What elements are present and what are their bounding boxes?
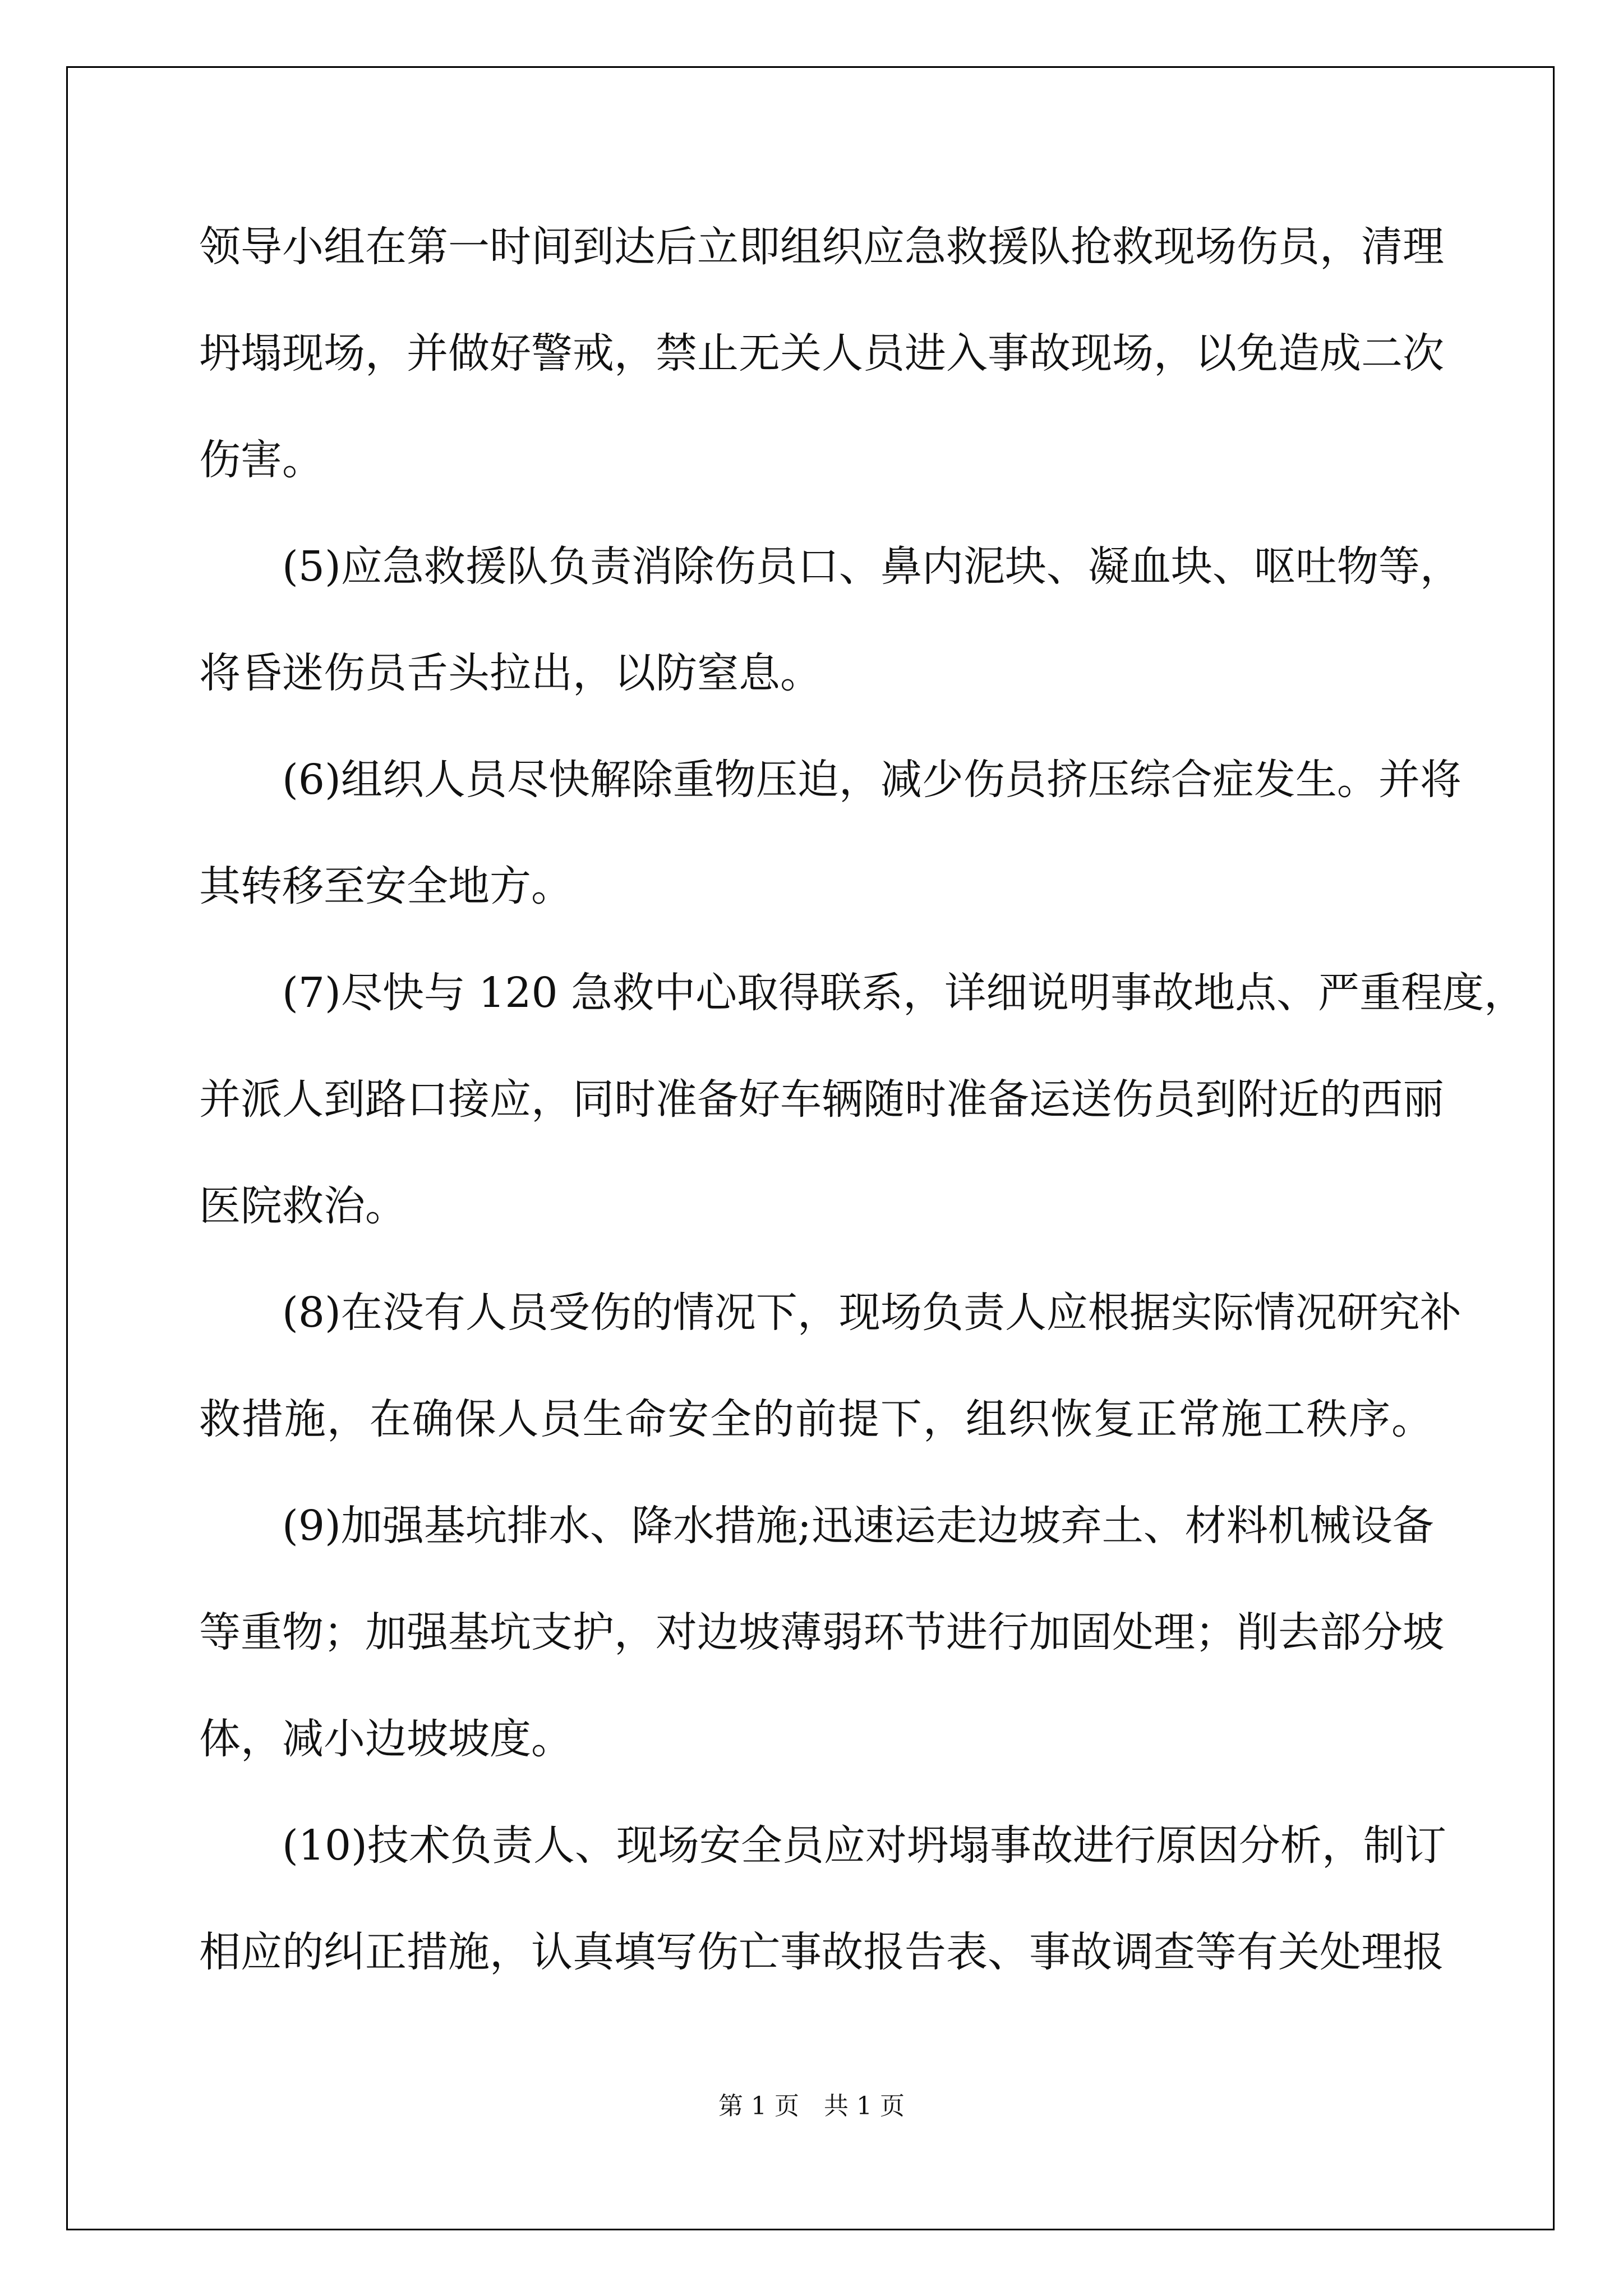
body-text-line: 领导小组在第一时间到达后立即组织应急救援队抢救现场伤员，清理 bbox=[199, 223, 1444, 271]
page-border bbox=[66, 66, 1555, 2230]
body-text-line: (5)应急救援队负责消除伤员口、鼻内泥块、凝血块、呕吐物等， bbox=[199, 542, 1461, 591]
body-text-line: (6)组织人员尽快解除重物压迫，减少伤员挤压综合症发生。并将 bbox=[199, 756, 1461, 804]
body-text-line: 伤害。 bbox=[199, 436, 324, 484]
body-text-line: (10)技术负责人、现场安全员应对坍塌事故进行原因分析，制订 bbox=[199, 1821, 1446, 1870]
body-text-line: (9)加强基坑排水、降水措施;迅速运走边坡弃土、材料机械设备 bbox=[199, 1502, 1434, 1550]
body-text-line: 体，减小边坡坡度。 bbox=[199, 1715, 573, 1763]
body-text-line: 坍塌现场，并做好警戒，禁止无关人员进入事故现场，以免造成二次 bbox=[199, 329, 1444, 378]
body-text-line: 医院救治。 bbox=[199, 1182, 407, 1230]
body-text-line: 并派人到路口接应，同时准备好车辆随时准备运送伤员到附近的西丽 bbox=[199, 1075, 1444, 1124]
body-text-line: 将昏迷伤员舌头拉出，以防窒息。 bbox=[199, 649, 822, 697]
body-text-line: 其转移至安全地方。 bbox=[199, 862, 573, 910]
body-text-line: 等重物；加强基坑支护，对边坡薄弱环节进行加固处理；削去部分坡 bbox=[199, 1608, 1444, 1657]
body-text-line: (8)在没有人员受伤的情况下，现场负责人应根据实际情况研究补 bbox=[199, 1289, 1461, 1337]
body-text-line: (7)尽快与 120 急救中心取得联系，详细说明事故地点、严重程度， bbox=[199, 969, 1526, 1017]
page-footer: 第 1 页 共 1 页 bbox=[718, 2092, 905, 2120]
body-text-line: 相应的纠正措施，认真填写伤亡事故报告表、事故调查等有关处理报 bbox=[199, 1928, 1444, 1976]
body-text-line: 救措施，在确保人员生命安全的前提下，组织恢复正常施工秩序。 bbox=[199, 1395, 1433, 1443]
